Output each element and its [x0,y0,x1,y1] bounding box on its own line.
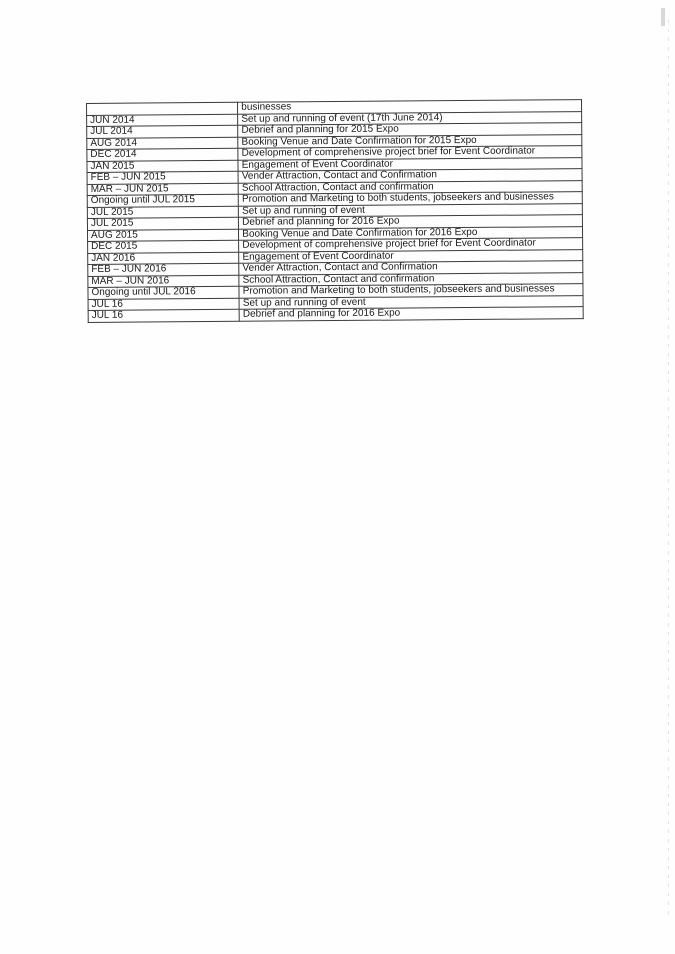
scan-edge-line [668,20,669,920]
task-cell: Debrief and planning for 2015 Expo [238,123,582,137]
task-cell: Vender Attraction, Contact and Confirmation [238,169,582,183]
task-cell: Set up and running of event [239,295,583,309]
date-cell: JUL 2015 [87,206,238,219]
task-cell: Promotion and Marketing to both students, jobseekers and businesses [238,192,582,206]
task-cell: Promotion and Marketing to both students, jobseekers and businesses [239,284,583,298]
date-cell: AUG 2015 [87,229,238,242]
date-cell: JUN 2014 [87,114,238,127]
date-cell: AUG 2014 [87,137,238,150]
date-cell: FEB – JUN 2015 [87,171,238,184]
task-cell: Set up and running of event (17th June 2014) [238,111,582,125]
task-cell: Debrief and planning for 2016 Expo [239,215,583,229]
task-cell: Engagement of Event Coordinator [238,157,582,171]
task-cell: Set up and running of event [239,203,583,217]
date-cell: FEB – JUN 2016 [88,263,239,276]
task-cell: Debrief and planning for 2016 Expo [239,307,583,321]
date-cell: JAN 2015 [87,160,238,173]
date-cell: JUL 16 [88,309,239,322]
date-cell: JUL 16 [88,298,239,311]
task-cell: Booking Venue and Date Confirmation for 2015 Expo [238,134,582,148]
task-cell: Vender Attraction, Contact and Confirmation [239,261,583,275]
date-cell: JUL 2014 [87,125,238,138]
task-cell: Engagement of Event Coordinator [239,249,583,263]
task-cell: School Attraction, Contact and confirmation [238,180,582,194]
task-cell: Booking Venue and Date Confirmation for 2016 Expo [239,226,583,240]
date-cell: MAR – JUN 2016 [88,275,239,288]
date-cell: MAR – JUN 2015 [87,183,238,196]
date-cell: Ongoing until JUL 2015 [87,194,238,207]
task-cell: Development of comprehensive project brief for Event Coordinator [239,238,583,252]
task-cell: School Attraction, Contact and confirmation [239,272,583,286]
event-schedule-table [86,99,584,322]
date-cell: Ongoing until JUL 2016 [88,286,239,299]
date-cell: DEC 2014 [87,148,238,161]
task-cell: businesses [238,100,582,114]
table-row [88,307,583,322]
date-cell: JAN 2016 [88,252,239,265]
date-cell: DEC 2015 [88,240,239,253]
date-cell: JUL 2015 [87,217,238,230]
task-cell: Development of comprehensive project brief for Event Coordinator [238,146,582,160]
scan-edge-mark [661,8,665,26]
